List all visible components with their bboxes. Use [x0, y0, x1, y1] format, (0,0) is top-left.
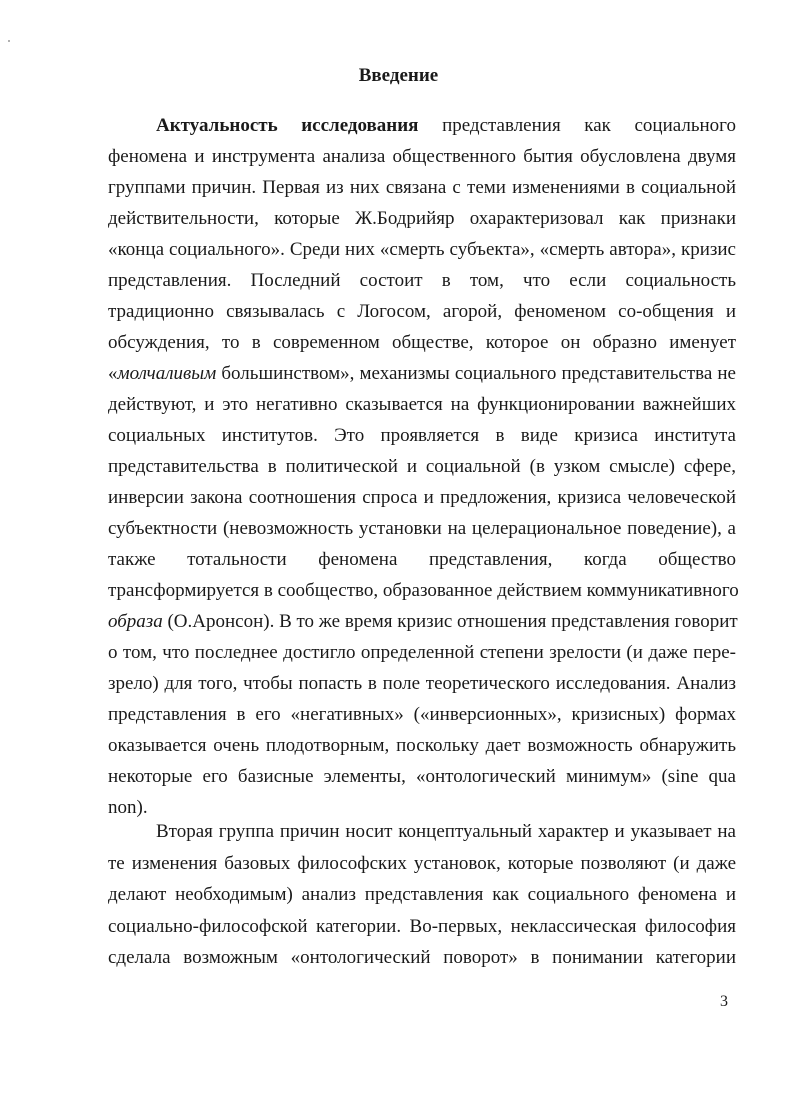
italic-word: молчаливым [117, 363, 217, 384]
text-line: трансформируется в сообщество, образованное действием коммуникативного [108, 580, 739, 601]
paragraph-second-group [108, 816, 736, 974]
text-line: обсуждения, то в современном обществе, которое он образно именует [108, 332, 736, 353]
text-line: «конца социального». Среди них «смерть субъекта», «смерть автора», кризис [108, 239, 736, 260]
text-line: «молчаливым большинством», механизмы социального представительства не [108, 363, 736, 384]
text-line: феномена и инструмента анализа общественного бытия обусловлена двумя [108, 146, 736, 167]
text-line: Актуальность исследования представления как социального [156, 115, 736, 136]
text-line: делают необходимым) анализ представления как социального феномена и [108, 884, 736, 905]
italic-word: образа [108, 611, 163, 632]
lead-bold-word: исследования [301, 115, 419, 136]
text-line: социально-философской категории. Во-первых, неклассическая философия [108, 915, 736, 937]
text-line: действуют, и это негативно сказывается на функционировании важнейших [108, 394, 736, 415]
text-line: представительства в политической и социальной (в узком смысле) сфере, [108, 456, 736, 477]
text-line: оказывается очень плодотворным, поскольку дает возможность обнаружить [108, 735, 736, 756]
scan-speck [8, 40, 10, 42]
text-line: представления. Последний состоит в том, что если социальность [108, 270, 736, 291]
text-line: традиционно связывалась с Логосом, агорой, феноменом со-общения и [108, 301, 736, 322]
text-line: те изменения базовых философских установок, которые позволяют (и даже [108, 852, 736, 874]
text-line: о том, что последнее достигло определенной степени зрелости (и даже пере- [108, 642, 736, 663]
text-line: некоторые его базисные элементы, «онтологический минимум» (sine qua [108, 766, 736, 787]
text-line: non). [108, 797, 148, 818]
text-line: зрело) для того, чтобы попасть в поле теоретического исследования. Анализ [108, 673, 736, 694]
lead-bold-word: Актуальность [156, 115, 278, 136]
page-title: Введение [358, 65, 439, 86]
text-line: также тотальности феномена представления, когда общество [108, 549, 736, 570]
text-line: образа (О.Аронсон). В то же время кризис отношения представления говорит [108, 611, 738, 632]
text-line: группами причин. Первая из них связана с теми изменениями в социальной [108, 177, 736, 198]
text-line: Вторая группа причин носит концептуальный характер и указывает на [156, 821, 736, 842]
paragraph-relevance [108, 110, 739, 823]
text-line: сделала возможным «онтологический поворот» в понимании категории [108, 947, 736, 968]
text-line: субъектности (невозможность установки на целерациональное поведение), а [108, 518, 736, 539]
text-line: социальных институтов. Это проявляется в виде кризиса института [108, 425, 736, 446]
text-line: действительности, которые Ж.Бодрийяр охарактеризовал как признаки [108, 208, 736, 229]
text-line: инверсии закона соотношения спроса и предложения, кризиса человеческой [108, 487, 736, 508]
text-line: представления в его «негативных» («инверсионных», кризисных) формах [108, 704, 736, 725]
page-number: 3 [720, 993, 728, 1010]
